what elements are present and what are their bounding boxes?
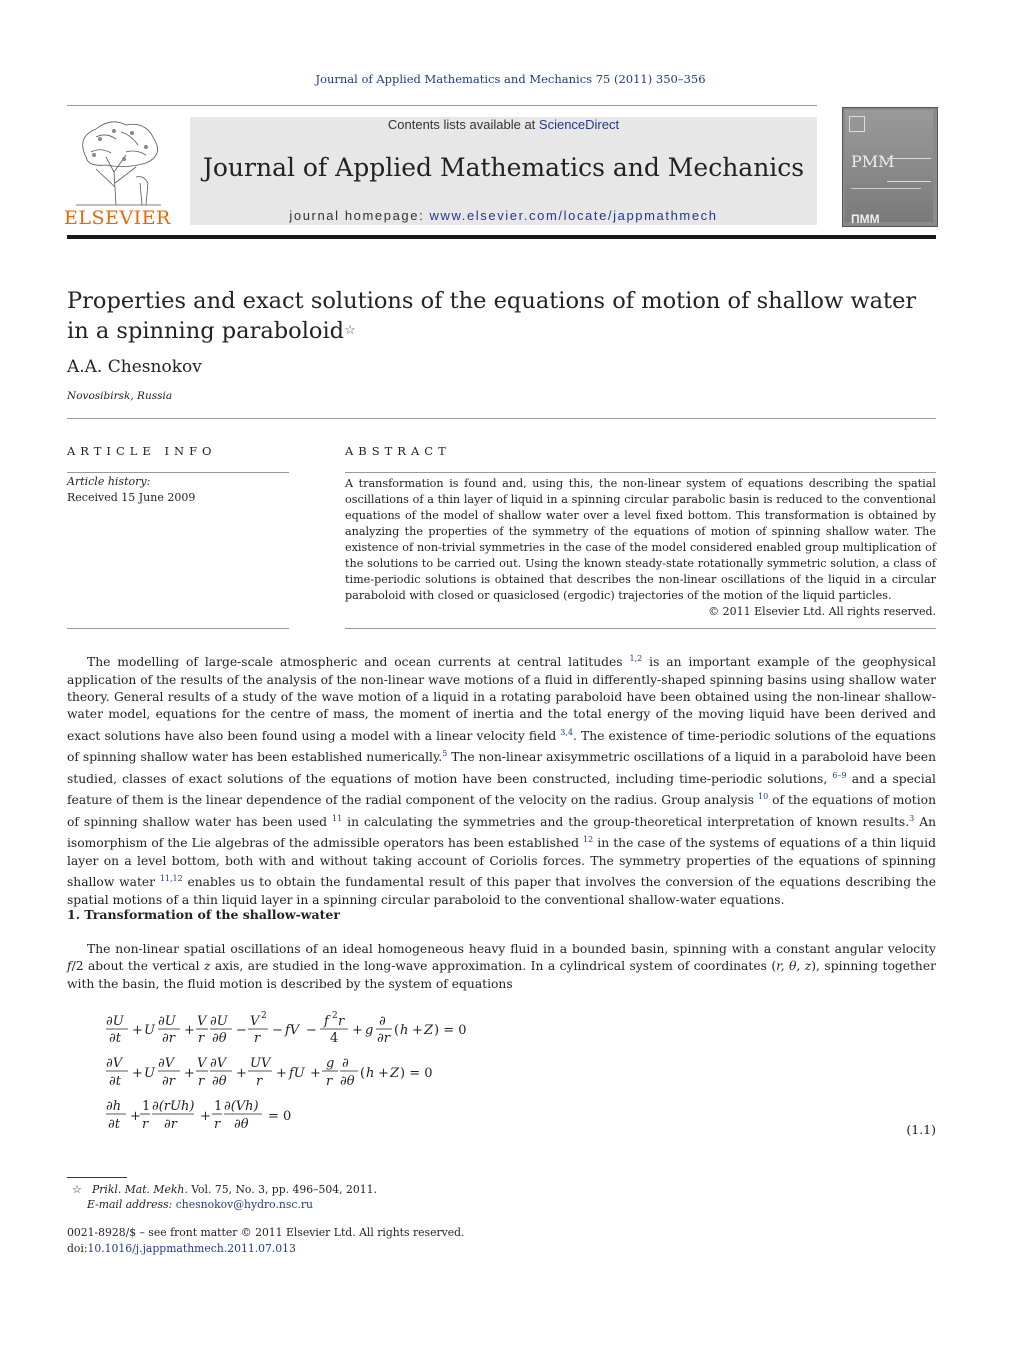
- sec1-text-3: axis, are studied in the long-wave approximation. In a cylindrical system of coordinates (: [210, 959, 777, 974]
- svg-text:r: r: [198, 1031, 205, 1046]
- svg-text:∂: ∂: [379, 1014, 386, 1029]
- svg-text:+: +: [184, 1023, 195, 1038]
- svg-text:−: −: [306, 1023, 317, 1038]
- cover-text-block: [887, 158, 931, 182]
- svg-text:∂t: ∂t: [109, 1031, 121, 1046]
- sec1-z: z: [204, 959, 211, 974]
- journal-homepage: [190, 208, 817, 223]
- svg-text:Z: Z: [424, 1023, 434, 1038]
- svg-text:∂r: ∂r: [164, 1117, 177, 1132]
- svg-text:∂(Vh): ∂(Vh): [224, 1099, 259, 1114]
- footnote-rule: [67, 1177, 127, 1178]
- intro-paragraph: [67, 650, 936, 909]
- article-history-label: Article history:: [67, 475, 151, 488]
- footnote-journal: Prikl. Mat. Mekh.: [91, 1183, 188, 1196]
- abstract-copyright: © 2011 Elsevier Ltd. All rights reserved.: [708, 605, 936, 618]
- intro-text-3: . The existence of time-periodic solutions of the equations of spinning shallow water has been established numerically.: [67, 728, 936, 765]
- svg-text:U: U: [144, 1023, 155, 1038]
- footnote-email: [87, 1197, 313, 1212]
- svg-text:+: +: [130, 1109, 141, 1124]
- equation-line-2: [106, 1056, 433, 1089]
- equation-line-1: [106, 1011, 467, 1046]
- journal-cover-image: [842, 107, 938, 227]
- svg-text:V: V: [250, 1014, 260, 1029]
- svg-text:h: h: [366, 1066, 375, 1081]
- sec1-text-1: The non-linear spatial oscillations of an ideal homogeneous heavy fluid in a bounded basin, spinning with a constant angular velocity: [87, 942, 936, 956]
- equation-label: (1.1): [906, 1122, 936, 1137]
- svg-text:∂θ: ∂θ: [234, 1117, 249, 1132]
- svg-text:+: +: [236, 1066, 247, 1081]
- abstract-text: A transformation is found and, using this, the non-linear system of equations describing the spatial oscillations of a thin layer of liquid in a spinning circular parabolic basin is reduced to the conventional equations of the model of shallow water over a level fixed bottom. This transformation is obtained by analyzing the properties of the symmetry of the equations of motion of spinning shallow water. The existence of non-trivial symmetries in the case of the model considered enabled group multiplication of the solutions to be carried out. Using the known steady-state rotationally symmetric solution, a class of time-periodic solutions is obtained that describes the non-linear oscillations of the liquid in a circular paraboloid with closed or quasiclosed (ergodic) trajectories of the motion of the liquid particles.: [345, 477, 936, 602]
- svg-text:r: r: [256, 1074, 263, 1089]
- svg-text:+: +: [132, 1023, 143, 1038]
- svg-text:∂θ: ∂θ: [212, 1074, 227, 1089]
- footnote-star-icon: ☆: [72, 1183, 82, 1196]
- svg-text:V: V: [197, 1014, 207, 1029]
- svg-text:(: (: [394, 1023, 400, 1038]
- svg-text:∂r: ∂r: [162, 1074, 175, 1089]
- svg-text:V: V: [197, 1056, 207, 1071]
- svg-text:1: 1: [142, 1099, 151, 1114]
- homepage-prefix: journal homepage:: [289, 208, 430, 223]
- header-bottom-rule: [67, 235, 936, 239]
- svg-text:+: +: [352, 1023, 363, 1038]
- ref-link[interactable]: 12: [583, 835, 594, 845]
- svg-text:+: +: [412, 1023, 423, 1038]
- svg-text:∂t: ∂t: [108, 1117, 120, 1132]
- email-link[interactable]: chesnokov@hydro.nsc.ru: [175, 1198, 313, 1211]
- header-top-rule: [67, 105, 817, 106]
- doi-link[interactable]: 10.1016/j.jappmathmech.2011.07.013: [87, 1242, 296, 1255]
- svg-text:+: +: [378, 1066, 389, 1081]
- svg-text:+: +: [132, 1066, 143, 1081]
- section-1-paragraph: [67, 941, 936, 993]
- ref-link[interactable]: 11: [332, 813, 343, 823]
- article-title-text: Properties and exact solutions of the equations of motion of shallow water in a spinning paraboloid: [67, 288, 917, 344]
- svg-text:∂r: ∂r: [162, 1031, 175, 1046]
- cover-subtitle-block: [851, 188, 921, 209]
- svg-text:g: g: [326, 1056, 335, 1071]
- svg-text:r: r: [338, 1014, 345, 1029]
- svg-text:∂V: ∂V: [158, 1056, 175, 1071]
- svg-text:r: r: [326, 1074, 333, 1089]
- intro-text-4: The non-linear axisymmetric oscillations of a liquid in a paraboloid have been studied, classes of exact solutions of the equations of motion have been constructed, including time-periodic solutions,: [67, 750, 936, 786]
- intro-text-1: The modelling of large-scale atmospheric and ocean currents at central latitudes: [87, 655, 630, 670]
- equation-line-3: [106, 1099, 291, 1132]
- journal-citation[interactable]: Journal of Applied Mathematics and Mechanics 75 (2011) 350–356: [315, 72, 706, 86]
- svg-text:∂t: ∂t: [109, 1074, 121, 1089]
- article-title: [67, 286, 937, 346]
- sec1-text-4: ), spinning together with the basin, the fluid motion is described by the system of equations: [67, 959, 937, 991]
- svg-text:= 0: = 0: [268, 1109, 292, 1124]
- svg-text:) = 0: ) = 0: [434, 1023, 467, 1038]
- contents-prefix: Contents lists available at: [387, 117, 539, 132]
- ref-link[interactable]: 1,2: [629, 654, 643, 663]
- intro-text-7: in calculating the symmetries and the group-theoretical interpretation of known results.: [342, 814, 910, 829]
- svg-text:g: g: [365, 1023, 374, 1038]
- svg-text:r: r: [254, 1031, 261, 1046]
- sec1-coords: r, θ, z: [776, 959, 812, 974]
- ref-link[interactable]: 6–9: [832, 770, 847, 780]
- svg-text:∂h: ∂h: [106, 1099, 122, 1114]
- svg-text:r: r: [142, 1117, 149, 1132]
- abstract-rule-top: [345, 472, 936, 473]
- doi-line: [67, 1241, 296, 1256]
- equation-1-1: [104, 1010, 484, 1144]
- doi-label: doi:: [67, 1242, 88, 1255]
- title-rule: [67, 418, 936, 419]
- info-rule-top: [67, 472, 289, 473]
- cover-pmm-cyrillic: ПММ: [851, 212, 880, 226]
- svg-text:+: +: [276, 1066, 287, 1081]
- svg-text:∂U: ∂U: [158, 1014, 176, 1029]
- elsevier-wordmark: ELSEVIER: [64, 207, 171, 229]
- contents-line: [190, 117, 817, 132]
- intro-text-9: in the case of the systems of equations of a thin liquid layer on a level bottom, both with and without taking account of Coriolis forces. The symmetry properties of the equations of spinning shallow water: [67, 836, 936, 890]
- issn-line: 0021-8928/$ – see front matter © 2011 Elsevier Ltd. All rights reserved.: [67, 1226, 465, 1239]
- svg-text:∂U: ∂U: [210, 1014, 228, 1029]
- footnote-original-source: [72, 1182, 377, 1197]
- svg-text:h: h: [400, 1023, 409, 1038]
- ref-link[interactable]: 5: [442, 749, 448, 759]
- section-1-title: 1. Transformation of the shallow-water: [67, 907, 340, 922]
- footnote-journal-rest: Vol. 75, No. 3, pp. 496–504, 2011.: [187, 1183, 377, 1196]
- svg-text:r: r: [214, 1117, 221, 1132]
- email-label: E-mail address:: [87, 1198, 173, 1211]
- ref-link[interactable]: 3: [909, 813, 915, 823]
- intro-text-5: and a special feature of them is the linear dependence of the radial component of the velocity on the radius. Group analysis: [67, 771, 936, 808]
- intro-text-2: is an important example of the geophysical application of the results of the analysis of the non-linear wave motions of a fluid in differently-shaped spinning basins using shallow water theory. General results of a study of the wave motion of a liquid in a rotating paraboloid have been obtained using the non-linear shallow-water model, equations for the centre of mass, the moment of inertia and the total energy of the moving liquid have been derived and exact solutions have also been found using a model with a linear velocity field: [67, 655, 936, 743]
- article-info-heading: ARTICLE INFO: [67, 444, 217, 458]
- svg-text:1: 1: [214, 1099, 223, 1114]
- abstract-heading: ABSTRACT: [345, 444, 451, 458]
- svg-text:fU: fU: [289, 1066, 305, 1081]
- svg-text:∂θ: ∂θ: [212, 1031, 227, 1046]
- svg-text:∂V: ∂V: [210, 1056, 227, 1071]
- ref-link[interactable]: 3,4: [560, 727, 574, 737]
- author-affiliation: Novosibirsk, Russia: [67, 390, 173, 402]
- journal-title: Journal of Applied Mathematics and Mechanics: [202, 153, 805, 182]
- svg-text:UV: UV: [250, 1056, 271, 1071]
- received-date: Received 15 June 2009: [67, 491, 196, 504]
- intro-text-10: enables us to obtain the fundamental result of this paper that involves the conversion of the equations describing the spatial motions of a thin liquid layer in a spinning circular paraboloid to the conventional shallow-water equations.: [67, 875, 936, 907]
- svg-text:∂r: ∂r: [377, 1031, 390, 1046]
- svg-text:+: +: [200, 1109, 211, 1124]
- cover-emblem-icon: [849, 116, 865, 132]
- author-name: A.A. Chesnokov: [67, 357, 202, 377]
- abstract-rule-bottom: [345, 628, 936, 629]
- sciencedirect-link[interactable]: ScienceDirect: [538, 117, 620, 132]
- ref-link[interactable]: 10: [758, 792, 769, 802]
- intro-text-8: An isomorphism of the Lie algebras of the admissible operators has been established: [67, 814, 936, 851]
- svg-text:4: 4: [330, 1031, 339, 1046]
- svg-text:∂(rUh): ∂(rUh): [152, 1099, 195, 1114]
- svg-text:∂V: ∂V: [106, 1056, 123, 1071]
- svg-text:∂: ∂: [342, 1056, 349, 1071]
- svg-text:r: r: [198, 1074, 205, 1089]
- svg-text:fV: fV: [285, 1023, 300, 1038]
- svg-text:∂θ: ∂θ: [340, 1074, 355, 1089]
- svg-text:f: f: [324, 1014, 329, 1029]
- svg-text:∂U: ∂U: [106, 1014, 124, 1029]
- svg-text:U: U: [144, 1066, 155, 1081]
- svg-text:2: 2: [332, 1011, 338, 1021]
- ref-link[interactable]: 11,12: [159, 874, 183, 884]
- sec1-text-2: /2 about the vertical: [71, 959, 204, 974]
- svg-text:(: (: [360, 1066, 366, 1081]
- svg-text:+: +: [310, 1066, 321, 1081]
- homepage-link[interactable]: www.elsevier.com/locate/jappmathmech: [429, 208, 718, 223]
- info-rule-bottom: [67, 628, 289, 629]
- svg-text:−: −: [272, 1023, 283, 1038]
- svg-text:+: +: [184, 1066, 195, 1081]
- svg-text:) = 0: ) = 0: [400, 1066, 433, 1081]
- cover-pmm: PMM: [851, 152, 895, 171]
- intro-text-6: of the equations of motion of spinning shallow water has been used: [67, 793, 936, 829]
- svg-text:−: −: [236, 1023, 247, 1038]
- title-star-icon[interactable]: ☆: [344, 323, 356, 338]
- sec1-f: f: [67, 959, 72, 974]
- svg-text:Z: Z: [390, 1066, 400, 1081]
- svg-text:2: 2: [261, 1011, 267, 1021]
